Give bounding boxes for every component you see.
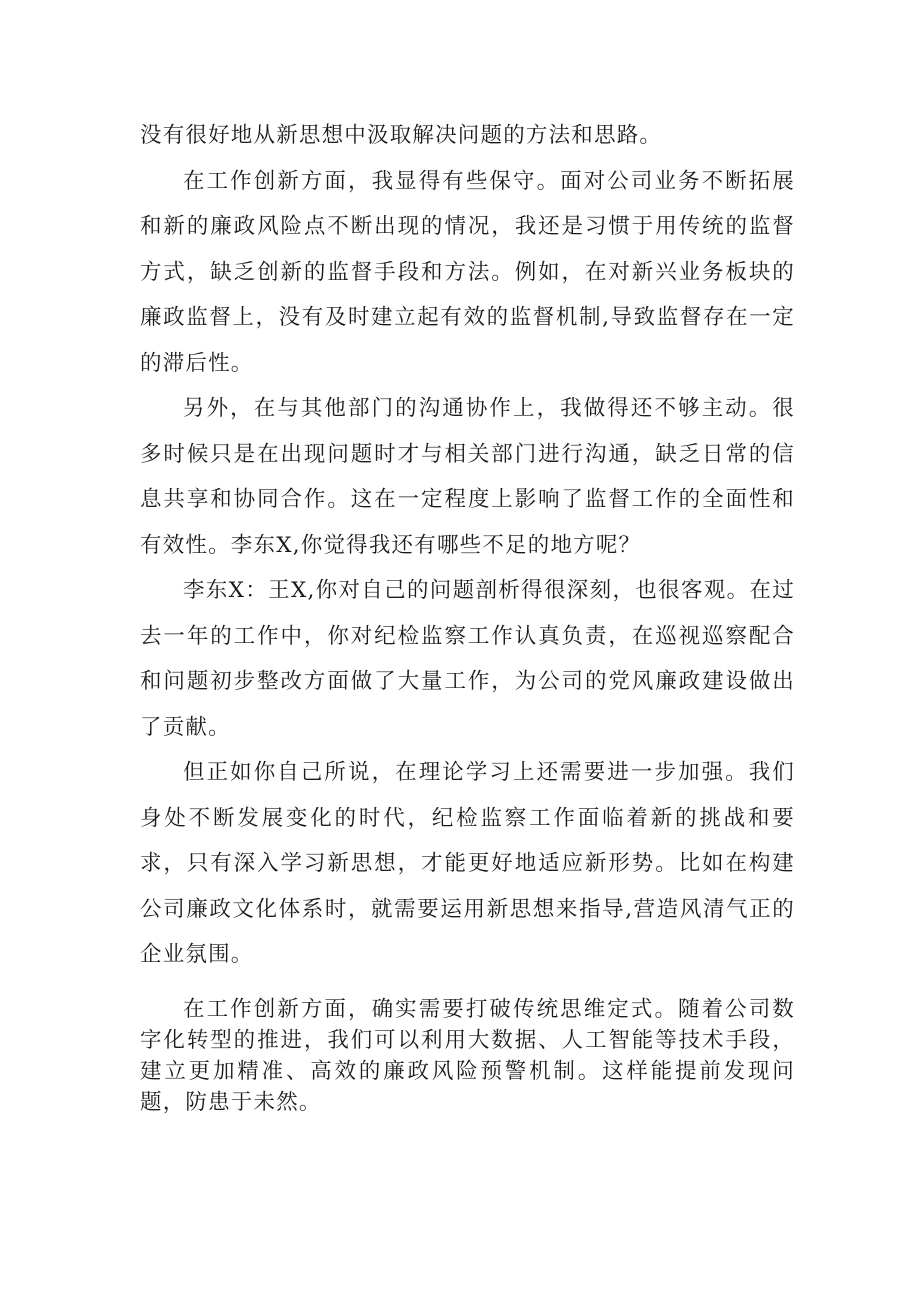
paragraph-communication: 另外，在与其他部门的沟通协作上，我做得还不够主动。很多时候只是在出现问题时才与相关部门进行沟通，缺乏日常的信息共享和协同合作。这在一定程度上影响了监督工作的全面性和有效性。李东X,你觉得我还有哪些不足的地方呢？ — [140, 396, 795, 558]
paragraph-li-dong-reply: 李东X：王X,你对自己的问题剖析得很深刻，也很客观。在过去一年的工作中，你对纪检监察工作认真负责，在巡视巡察配合和问题初步整改方面做了大量工作，为公司的党风廉政建设做出了贡献。 — [140, 578, 795, 740]
document-body — [140, 113, 795, 1118]
paragraph-theory-study: 但正如你自己所说，在理论学习上还需要进一步加强。我们身处不断发展变化的时代，纪检监察工作面临着新的挑战和要求，只有深入学习新思想，才能更好地适应新形势。比如在构建公司廉政文化体系时，就需要运用新思想来指导,营造风清气正的企业氛围。 — [140, 760, 795, 967]
paragraph-continuation: 没有很好地从新思想中汲取解决问题的方法和思路。 — [140, 123, 663, 148]
paragraph-work-innovation: 在工作创新方面，我显得有些保守。面对公司业务不断拓展和新的廉政风险点不断出现的情况，我还是习惯于用传统的监督方式，缺乏创新的监督手段和方法。例如，在对新兴业务板块的廉政监督上，没有及时建立起有效的监督机制,导致监督存在一定的滞后性。 — [140, 168, 795, 376]
paragraph-innovation-advice: 在工作创新方面，确实需要打破传统思维定式。随着公司数字化转型的推进，我们可以利用大数据、人工智能等技术手段，建立更加精准、高效的廉政风险预警机制。这样能提前发现问题，防患于未然。 — [140, 996, 795, 1115]
